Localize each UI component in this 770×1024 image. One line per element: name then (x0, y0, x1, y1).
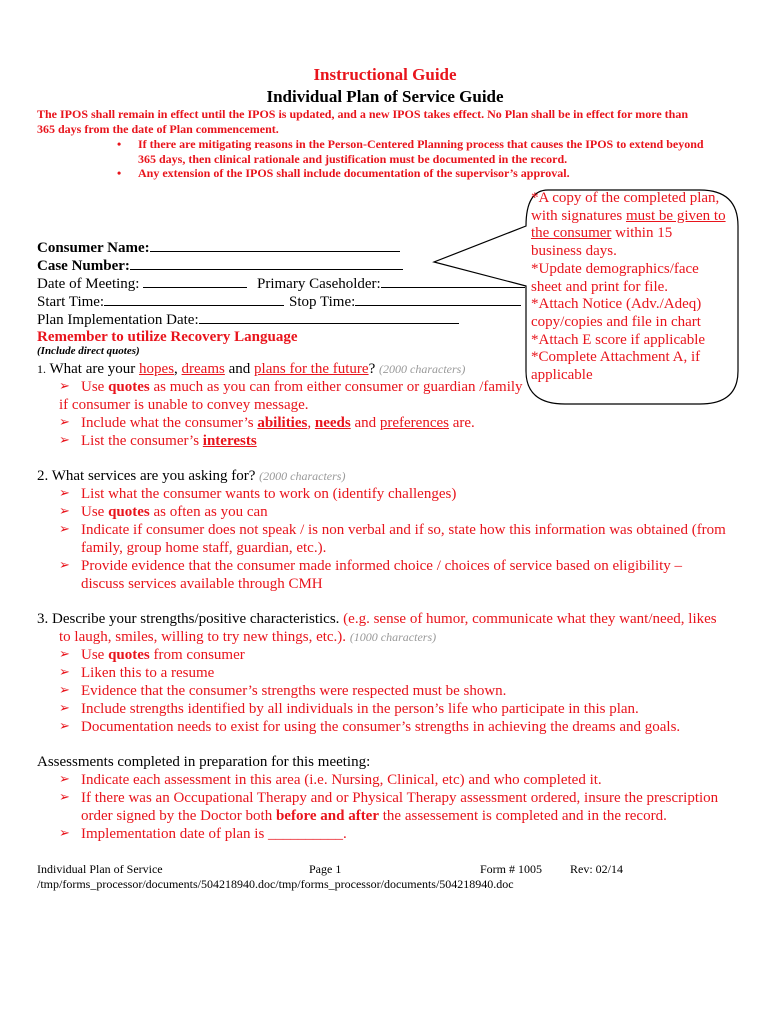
question-1 (37, 360, 465, 378)
assess-b2: the assessement is completed and in the record. (379, 808, 667, 824)
case-number-label: Case Number: (37, 258, 130, 274)
callout-text: with signatures (531, 207, 626, 224)
q3-text: 3. Describe your strengths/positive characteristics. (37, 611, 340, 627)
header-bullet-1a: If there are mitigating reasons in the Person-Centered Planning process that causes the IPOS to extend beyond (138, 137, 704, 151)
assess-bullet-1: ➢ Indicate each assessment in this area (i.e. Nursing, Clinical, etc) and who completed it. (81, 771, 602, 789)
q1-number: 1. (37, 362, 46, 376)
doc-title: Instructional Guide (313, 65, 457, 84)
start-time-field[interactable] (37, 292, 284, 311)
q2-bullet-3: ➢ Indicate if consumer does not speak / is non verbal and if so, state how this information was obtained (from (81, 521, 726, 539)
q3-b1-quotes: quotes (108, 647, 150, 663)
stop-time-field[interactable] (289, 292, 521, 311)
q1-bullet-2 (81, 414, 475, 432)
q1-plans: plans for the future (254, 361, 369, 377)
callout-emph: must be given to (626, 207, 726, 224)
q1-b2-needs: needs (314, 415, 351, 431)
recovery-heading: Remember to utilize Recovery Language (37, 329, 298, 345)
question-2 (37, 467, 345, 485)
footer-form: Form # 1005 (480, 862, 543, 876)
q3-b1: Use (81, 647, 109, 663)
assessments-heading: Assessments completed in preparation for this meeting: (37, 754, 371, 770)
callout-text: within 15 (611, 225, 673, 242)
case-number-field[interactable] (37, 256, 403, 275)
callout-line: *Update demographics/face (531, 260, 699, 277)
q1-bullet-3 (81, 432, 257, 450)
q2-char-limit: (2000 characters) (259, 469, 346, 483)
plan-impl-date-line[interactable] (199, 310, 459, 324)
primary-caseholder-field[interactable] (257, 274, 525, 293)
question-3-cont (59, 628, 436, 646)
primary-caseholder-line[interactable] (381, 274, 525, 288)
q1-text: , (174, 361, 182, 377)
header-bullet-1b: 365 days, then clinical rationale and justification must be documented in the record. (138, 152, 568, 166)
stop-time-line[interactable] (355, 292, 521, 306)
q1-b2: and (350, 415, 380, 431)
q1-bullet-1 (81, 378, 523, 396)
q3-bullet-1 (81, 646, 245, 664)
callout-line: sheet and print for file. (531, 278, 669, 295)
q2-text: 2. What services are you asking for? (37, 468, 256, 484)
consumer-name-label: Consumer Name: (37, 240, 150, 256)
callout-text (531, 190, 726, 385)
q3-bullet-3: ➢ Evidence that the consumer’s strengths were respected must be shown. (81, 682, 506, 700)
q2-b2-quotes: quotes (108, 504, 150, 520)
q1-bullet-1-cont: if consumer is unable to convey message. (59, 397, 309, 413)
q1-text: What are your (46, 361, 140, 377)
callout-line: *A copy of the completed plan, (531, 190, 720, 206)
q2-b2: as often as you can (149, 504, 268, 520)
q3-bullet-5: ➢ Documentation needs to exist for using the consumer’s strengths in achieving the dreams and goals. (81, 718, 680, 736)
q1-b3: List the consumer’s (81, 433, 203, 449)
q3-example: (e.g. sense of humor, communicate what they want/need, likes (339, 611, 717, 627)
callout-line (531, 225, 726, 243)
consumer-name-field[interactable] (37, 238, 400, 257)
assess-bullet-2: ➢ If there was an Occupational Therapy and or Physical Therapy assessment ordered, insure the prescription (81, 789, 718, 807)
q1-b2: Include what the consumer’s (81, 415, 258, 431)
q1-text: and (224, 361, 255, 377)
q3-bullet-4: ➢ Include strengths identified by all individuals in the person’s life who participate in this plan. (81, 700, 639, 718)
q1-char-limit: (2000 characters) (379, 362, 466, 376)
q2-bullet-2 (81, 503, 268, 521)
q2-bullet-3-cont: family, group home staff, guardian, etc.). (81, 540, 327, 556)
q1-b2-abilities: abilities (257, 415, 308, 431)
q1-b2-preferences: preferences (379, 415, 449, 431)
case-number-line[interactable] (130, 256, 403, 270)
q1-b2: are. (449, 415, 475, 431)
date-of-meeting-line[interactable] (143, 274, 247, 288)
q1-b1: as much as you can from either consumer or guardian /family (149, 379, 523, 395)
callout-line: *Attach Notice (Adv./Adeq) (531, 296, 702, 313)
assess-bullet-3: ➢ Implementation date of plan is __________. (81, 825, 347, 843)
q3-b1: from consumer (149, 647, 245, 663)
q1-b1: Use (81, 379, 109, 395)
q1-b1-quotes: quotes (108, 379, 150, 395)
bullet-dot-2: • (117, 166, 122, 180)
intro-line-2: 365 days from the date of Plan commencement. (37, 122, 279, 136)
date-of-meeting-field[interactable] (37, 274, 247, 293)
footer-left: Individual Plan of Service (37, 862, 163, 876)
footer-path: /tmp/forms_processor/documents/504218940.doc/tmp/forms_processor/documents/504218940.doc (37, 877, 514, 891)
callout-emph: the consumer (531, 225, 612, 242)
doc-subtitle: Individual Plan of Service Guide (266, 87, 504, 106)
q2-bullet-1: ➢ List what the consumer wants to work on (identify challenges) (81, 485, 456, 503)
consumer-name-line[interactable] (150, 238, 400, 252)
q1-b3-interests: interests (202, 433, 257, 449)
callout-line: *Attach E score if applicable (531, 331, 706, 348)
header-bullet-2: Any extension of the IPOS shall include documentation of the supervisor’s approval. (138, 166, 570, 180)
q1-dreams: dreams (181, 361, 225, 377)
date-of-meeting-label: Date of Meeting: (37, 276, 140, 292)
q1-text: ? (368, 361, 376, 377)
start-time-label: Start Time: (37, 294, 105, 310)
footer-rev: Rev: 02/14 (570, 862, 623, 876)
callout-line: applicable (531, 367, 593, 384)
recovery-note: (Include direct quotes) (37, 345, 140, 357)
question-3 (37, 610, 717, 628)
q1-hopes: hopes (139, 361, 175, 377)
q3-bullet-2: ➢ Liken this to a resume (81, 664, 214, 682)
q2-b2: Use (81, 504, 109, 520)
callout-line (531, 208, 726, 226)
callout-line: *Complete Attachment A, if (531, 349, 701, 366)
q3-char-limit: (1000 characters) (349, 630, 437, 644)
callout-line: copy/copies and file in chart (531, 313, 701, 330)
footer-page: Page 1 (309, 862, 342, 876)
q1-b2: , (307, 415, 315, 431)
assess-b2: order signed by the Doctor both (81, 808, 276, 824)
assess-b2-emph: before and after (275, 808, 379, 824)
plan-impl-date-label: Plan Implementation Date: (37, 312, 199, 328)
q2-bullet-4: ➢ Provide evidence that the consumer made informed choice / choices of service based on eligibility – (81, 557, 682, 575)
stop-time-label: Stop Time: (289, 294, 356, 310)
bullet-dot-1: • (117, 137, 122, 151)
callout-line: business days. (531, 243, 617, 260)
primary-caseholder-label: Primary Caseholder: (257, 276, 381, 292)
q3-example: to laugh, smiles, willing to try new things, etc.). (59, 629, 347, 645)
assess-bullet-2-cont (81, 807, 667, 825)
intro-line-1: The IPOS shall remain in effect until the IPOS is updated, and a new IPOS takes effect. No Plan shall be in effect for more than (37, 107, 688, 121)
q2-bullet-4-cont: discuss services available through CMH (81, 576, 323, 592)
start-time-line[interactable] (104, 292, 284, 306)
plan-impl-date-field[interactable] (37, 310, 459, 329)
